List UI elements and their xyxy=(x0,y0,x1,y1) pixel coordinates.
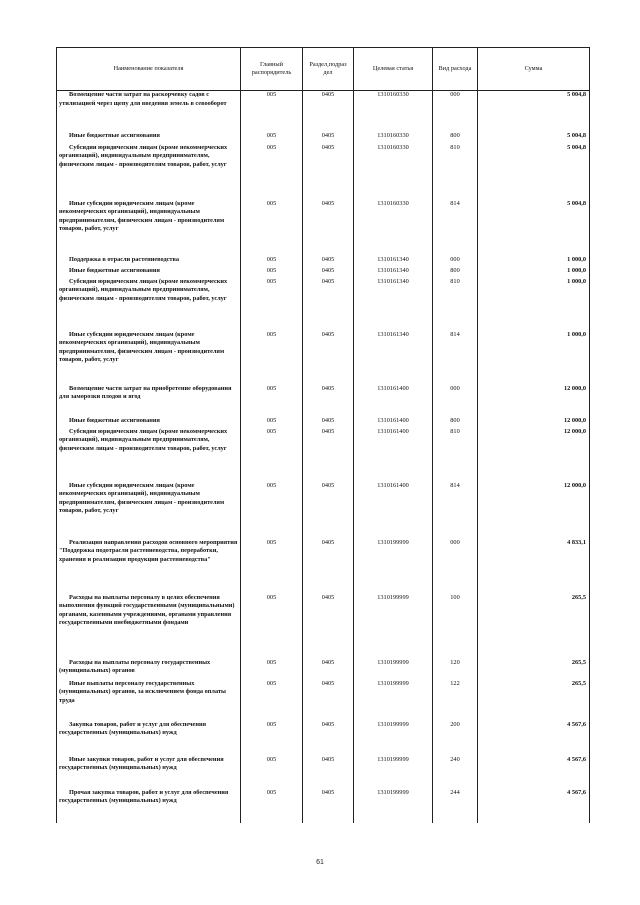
table-row xyxy=(57,91,590,132)
header-target: Целевая статья xyxy=(354,48,433,91)
row-sum: 12 000,0 xyxy=(478,428,590,482)
row-target: 1310160330 xyxy=(354,144,433,200)
row-section: 0405 xyxy=(303,144,354,200)
row-type: 800 xyxy=(433,417,478,428)
row-sum: 265,5 xyxy=(478,659,590,680)
row-target: 1310199999 xyxy=(354,756,433,789)
row-name: Иные субсидии юридическим лицам (кроме некоммерческих организаций), индивидуальным предпринимателям, физическим лицам - производителям товаров, работ, услуг xyxy=(57,482,241,539)
page-number: 61 xyxy=(316,859,324,866)
row-target: 1310199999 xyxy=(354,680,433,721)
row-grbs: 005 xyxy=(241,659,303,680)
row-name: Иные субсидии юридическим лицам (кроме некоммерческих организаций), индивидуальным предпринимателям, физическим лицам - производителям товаров, работ, услуг xyxy=(57,331,241,385)
row-grbs: 005 xyxy=(241,132,303,144)
row-sum: 4 567,6 xyxy=(478,721,590,756)
row-grbs: 005 xyxy=(241,256,303,267)
row-section: 0405 xyxy=(303,267,354,278)
row-sum: 12 000,0 xyxy=(478,385,590,417)
table-row xyxy=(57,482,590,539)
row-name: Субсидии юридическим лицам (кроме некоммерческих организаций), индивидуальным предпринимателям, физическим лицам - производителям товаров, работ, услуг xyxy=(57,278,241,331)
row-name: Иные бюджетные ассигнования xyxy=(57,132,241,144)
row-sum: 265,5 xyxy=(478,680,590,721)
row-target: 1310161340 xyxy=(354,267,433,278)
row-target: 1310161340 xyxy=(354,331,433,385)
row-section: 0405 xyxy=(303,91,354,132)
row-grbs: 005 xyxy=(241,428,303,482)
row-grbs: 005 xyxy=(241,482,303,539)
row-sum: 5 004,8 xyxy=(478,91,590,132)
row-section: 0405 xyxy=(303,256,354,267)
row-type: 814 xyxy=(433,200,478,256)
table-row xyxy=(57,417,590,428)
row-type: 240 xyxy=(433,756,478,789)
row-grbs: 005 xyxy=(241,756,303,789)
table-row xyxy=(57,331,590,385)
row-grbs: 005 xyxy=(241,789,303,823)
row-name: Возмещение части затрат на раскорчевку садов с утилизацией через щепу для введения земель в севооборот xyxy=(57,91,241,132)
row-type: 814 xyxy=(433,482,478,539)
row-section: 0405 xyxy=(303,756,354,789)
row-grbs: 005 xyxy=(241,278,303,331)
row-target: 1310161400 xyxy=(354,385,433,417)
table-row xyxy=(57,539,590,594)
row-section: 0405 xyxy=(303,482,354,539)
row-target: 1310161400 xyxy=(354,417,433,428)
row-name: Расходы на выплаты персоналу в целях обеспечения выполнения функций государственными (муниципальными) органами, казенными учреждениями, органами управления государственными внебюджетными фондами xyxy=(57,594,241,659)
row-name: Поддержка в отрасли растениеводства xyxy=(57,256,241,267)
row-section: 0405 xyxy=(303,539,354,594)
row-sum: 1 000,0 xyxy=(478,331,590,385)
row-grbs: 005 xyxy=(241,267,303,278)
row-grbs: 005 xyxy=(241,417,303,428)
row-type: 120 xyxy=(433,659,478,680)
row-target: 1310199999 xyxy=(354,721,433,756)
row-target: 1310160330 xyxy=(354,200,433,256)
table-row xyxy=(57,278,590,331)
row-type: 000 xyxy=(433,539,478,594)
row-target: 1310199999 xyxy=(354,659,433,680)
row-name: Субсидии юридическим лицам (кроме некоммерческих организаций), индивидуальным предпринимателям, физическим лицам - производителям товаров, работ, услуг xyxy=(57,428,241,482)
row-name: Реализация направления расходов основного мероприятия "Поддержка подотрасли растениеводства, переработки, хранения и реализации продукции растениеводства" xyxy=(57,539,241,594)
table-row xyxy=(57,594,590,659)
row-section: 0405 xyxy=(303,331,354,385)
row-name: Закупка товаров, работ и услуг для обеспечения государственных (муниципальных) нужд xyxy=(57,721,241,756)
row-target: 1310160330 xyxy=(354,132,433,144)
header-grbs: Главный распорядитель xyxy=(241,48,303,91)
row-section: 0405 xyxy=(303,278,354,331)
row-type: 810 xyxy=(433,428,478,482)
row-section: 0405 xyxy=(303,132,354,144)
row-section: 0405 xyxy=(303,721,354,756)
row-sum: 1 000,0 xyxy=(478,267,590,278)
row-section: 0405 xyxy=(303,200,354,256)
row-target: 1310160330 xyxy=(354,91,433,132)
row-sum: 1 000,0 xyxy=(478,256,590,267)
row-name: Прочая закупка товаров, работ и услуг для обеспечения государственных (муниципальных) нужд xyxy=(57,789,241,823)
row-grbs: 005 xyxy=(241,385,303,417)
row-name: Возмещение части затрат на приобретение оборудования для заморозки плодов и ягод xyxy=(57,385,241,417)
row-type: 122 xyxy=(433,680,478,721)
row-type: 244 xyxy=(433,789,478,823)
row-name: Иные закупки товаров, работ и услуг для обеспечения государственных (муниципальных) нужд xyxy=(57,756,241,789)
row-grbs: 005 xyxy=(241,680,303,721)
row-name: Расходы на выплаты персоналу государственных (муниципальных) органов xyxy=(57,659,241,680)
row-target: 1310161340 xyxy=(354,278,433,331)
table-row xyxy=(57,385,590,417)
row-sum: 12 000,0 xyxy=(478,417,590,428)
row-type: 000 xyxy=(433,385,478,417)
row-section: 0405 xyxy=(303,594,354,659)
row-section: 0405 xyxy=(303,417,354,428)
row-type: 100 xyxy=(433,594,478,659)
row-sum: 4 833,1 xyxy=(478,539,590,594)
row-target: 1310199999 xyxy=(354,539,433,594)
row-sum: 4 567,6 xyxy=(478,756,590,789)
budget-table xyxy=(56,47,590,823)
row-type: 810 xyxy=(433,278,478,331)
table-row xyxy=(57,200,590,256)
header-sum: Сумма xyxy=(478,48,590,91)
table-row xyxy=(57,132,590,144)
row-sum: 5 004,8 xyxy=(478,132,590,144)
row-sum: 5 004,8 xyxy=(478,200,590,256)
row-type: 000 xyxy=(433,256,478,267)
row-name: Иные субсидии юридическим лицам (кроме некоммерческих организаций), индивидуальным предпринимателям, физическим лицам - производителям товаров, работ, услуг xyxy=(57,200,241,256)
row-grbs: 005 xyxy=(241,721,303,756)
row-sum: 265,5 xyxy=(478,594,590,659)
table-header-row xyxy=(57,48,590,91)
row-grbs: 005 xyxy=(241,331,303,385)
table-row xyxy=(57,680,590,721)
row-grbs: 005 xyxy=(241,91,303,132)
table-row xyxy=(57,256,590,267)
row-sum: 1 000,0 xyxy=(478,278,590,331)
table-row xyxy=(57,428,590,482)
row-target: 1310161340 xyxy=(354,256,433,267)
row-section: 0405 xyxy=(303,680,354,721)
row-sum: 4 567,6 xyxy=(478,789,590,823)
row-target: 1310199999 xyxy=(354,789,433,823)
row-sum: 12 000,0 xyxy=(478,482,590,539)
row-section: 0405 xyxy=(303,385,354,417)
row-type: 000 xyxy=(433,91,478,132)
row-name: Иные выплаты персоналу государственных (муниципальных) органов, за исключением фонда оплаты труда xyxy=(57,680,241,721)
row-type: 800 xyxy=(433,267,478,278)
row-target: 1310161400 xyxy=(354,428,433,482)
row-section: 0405 xyxy=(303,789,354,823)
table-row xyxy=(57,144,590,200)
row-section: 0405 xyxy=(303,659,354,680)
row-type: 814 xyxy=(433,331,478,385)
row-grbs: 005 xyxy=(241,594,303,659)
row-name: Субсидии юридическим лицам (кроме некоммерческих организаций), индивидуальным предпринимателям, физическим лицам - производителям товаров, работ, услуг xyxy=(57,144,241,200)
row-sum: 5 004,8 xyxy=(478,144,590,200)
row-type: 200 xyxy=(433,721,478,756)
table-row xyxy=(57,756,590,789)
table-row xyxy=(57,789,590,823)
row-type: 810 xyxy=(433,144,478,200)
row-grbs: 005 xyxy=(241,144,303,200)
header-type: Вид расхода xyxy=(433,48,478,91)
row-section: 0405 xyxy=(303,428,354,482)
row-grbs: 005 xyxy=(241,539,303,594)
row-name: Иные бюджетные ассигнования xyxy=(57,417,241,428)
table-row xyxy=(57,721,590,756)
row-name: Иные бюджетные ассигнования xyxy=(57,267,241,278)
row-grbs: 005 xyxy=(241,200,303,256)
table-row xyxy=(57,659,590,680)
table-row xyxy=(57,267,590,278)
row-type: 800 xyxy=(433,132,478,144)
row-target: 1310199999 xyxy=(354,594,433,659)
header-section: Раздел,подраз дел xyxy=(303,48,354,91)
row-target: 1310161400 xyxy=(354,482,433,539)
header-name: Наименование показателя xyxy=(57,48,241,91)
